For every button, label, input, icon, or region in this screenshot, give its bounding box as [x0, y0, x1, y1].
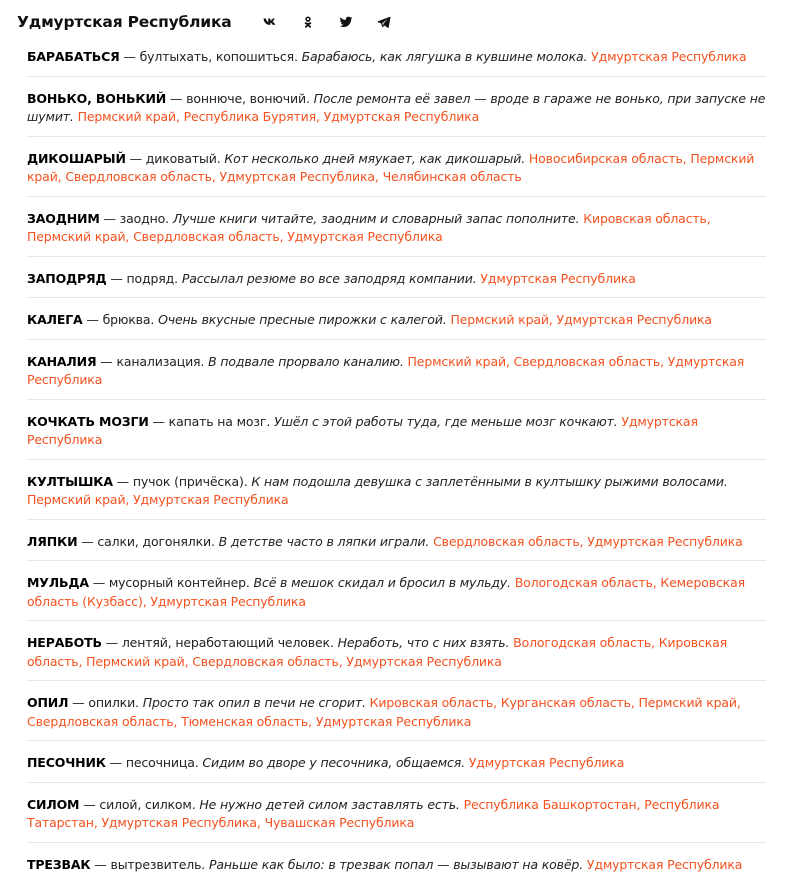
region-link[interactable]: Свердловская область — [133, 229, 280, 244]
entry-example: Раньше как было: в трезвак попал — вызывают на ковёр. — [208, 856, 584, 872]
region-separator: , — [579, 533, 588, 549]
region-link[interactable]: Кировская область — [369, 695, 494, 710]
em-dash: — — [79, 796, 100, 812]
entry-regions — [450, 312, 712, 327]
entry-example: Не нужно детей силом заставлять есть. — [199, 796, 460, 812]
entry-definition: брюква. — [102, 312, 155, 327]
region-separator: , — [651, 635, 659, 650]
region-separator: , — [57, 169, 66, 184]
entry-definition: мусорный контейнер. — [108, 575, 250, 590]
dictionary-entry — [27, 630, 766, 681]
dictionary-entry — [27, 206, 766, 257]
region-link[interactable]: Республика Бурятия — [183, 109, 316, 124]
share-odnoklassniki-button[interactable] — [300, 14, 316, 30]
dictionary-entry — [27, 86, 766, 137]
entry-word: КУЛТЫШКА — [27, 473, 113, 489]
entry-word: НЕРАБОТЬ — [27, 635, 102, 650]
region-link[interactable]: Чувашская Республика — [264, 815, 415, 830]
region-link[interactable]: Курганская область — [500, 695, 631, 710]
region-link[interactable]: Удмуртская Республика — [101, 815, 257, 830]
region-separator: , — [173, 713, 182, 729]
em-dash: — — [96, 353, 117, 369]
entry-word: КАНАЛИЯ — [27, 353, 97, 369]
region-separator: , — [630, 695, 639, 710]
em-dash: — — [112, 473, 133, 489]
entry-example: Просто так опил в печи не сгорит. — [142, 695, 366, 710]
region-link[interactable]: Пермский край — [27, 492, 126, 507]
entry-definition: салки, догонялки. — [97, 533, 215, 549]
region-link[interactable]: Челябинская область — [382, 169, 522, 184]
page-header — [17, 10, 414, 34]
region-link[interactable]: Новосибирская область — [528, 150, 683, 166]
entry-example: Всё в мешок скидал и бросил в мульду. — [253, 575, 511, 590]
region-link[interactable]: Удмуртская Республика — [591, 49, 747, 64]
region-separator: , — [374, 169, 383, 184]
entry-definition: воннюче, вонючий. — [186, 90, 310, 106]
dictionary-entries — [27, 44, 766, 892]
region-separator: , — [316, 109, 324, 124]
dictionary-entry — [27, 266, 766, 299]
em-dash: — — [90, 856, 111, 872]
share-telegram-button[interactable] — [376, 14, 392, 30]
share-buttons — [262, 14, 414, 30]
entry-word: КАЛЕГА — [27, 312, 83, 327]
em-dash: — — [88, 575, 109, 590]
region-link[interactable]: Удмуртская Республика — [27, 413, 698, 447]
region-separator: , — [142, 593, 151, 609]
entry-regions — [27, 492, 289, 507]
entry-definition: силой, силком. — [99, 796, 196, 812]
dictionary-entry — [27, 349, 766, 400]
region-link[interactable]: Кемеровская область (Кузбасс) — [27, 575, 745, 609]
dictionary-entry — [27, 409, 766, 460]
region-separator: , — [706, 210, 711, 226]
entry-definition: лентяй, неработающий человек. — [121, 635, 334, 650]
region-separator: , — [256, 815, 265, 830]
entry-definition: пучок (причёска). — [132, 473, 248, 489]
region-link[interactable]: Удмуртская Республика — [133, 492, 289, 507]
dictionary-entry — [27, 690, 766, 741]
entry-word: ЗАПОДРЯД — [27, 270, 107, 286]
region-separator: , — [176, 109, 184, 124]
entry-word: КОЧКАТЬ МОЗГИ — [27, 413, 149, 429]
dictionary-entry — [27, 570, 766, 621]
em-dash: — — [106, 270, 127, 286]
entry-word: МУЛЬДА — [27, 575, 89, 590]
dictionary-entry — [27, 792, 766, 843]
entry-definition: капать на мозг. — [168, 413, 271, 429]
entry-word: ПЕСОЧНИК — [27, 755, 106, 770]
em-dash: — — [119, 49, 140, 64]
region-separator: , — [548, 312, 557, 327]
region-link[interactable]: Кировская область — [27, 635, 727, 669]
region-separator: , — [93, 815, 102, 830]
region-link[interactable]: Пермский край — [86, 653, 185, 669]
entry-regions — [469, 755, 624, 770]
entry-regions — [587, 857, 742, 872]
em-dash: — — [99, 210, 120, 226]
region-separator: , — [78, 653, 87, 669]
entry-example: Ушёл с этой работы туда, где меньше мозг кочкают. — [274, 413, 618, 429]
region-link[interactable]: Удмуртская Республика — [587, 533, 743, 549]
entry-definition: канализация. — [116, 353, 205, 369]
region-link[interactable]: Кировская область — [583, 210, 707, 226]
region-link[interactable]: Вологодская область — [513, 635, 652, 650]
region-separator: , — [211, 169, 220, 184]
region-separator: , — [338, 653, 347, 669]
page-title: Удмуртская Республика — [17, 13, 232, 31]
region-link[interactable]: Удмуртская Республика — [556, 312, 712, 327]
region-link[interactable]: Удмуртская Республика — [586, 856, 743, 872]
entry-example: Очень вкусные пресные пирожки с калегой. — [158, 312, 447, 327]
region-separator: , — [505, 353, 514, 369]
region-link[interactable]: Свердловская область — [433, 533, 580, 549]
entry-word: ТРЕЗВАК — [27, 856, 91, 872]
em-dash: — — [166, 90, 187, 106]
em-dash: — — [101, 635, 122, 650]
region-separator: , — [125, 492, 134, 507]
entry-definition: подряд. — [126, 270, 178, 286]
telegram-icon — [377, 15, 391, 29]
region-separator: , — [736, 695, 741, 710]
region-link[interactable]: Удмуртская Республика — [150, 593, 306, 609]
entry-example: Рассылал резюме во все заподряд компании. — [181, 270, 477, 286]
region-separator: , — [279, 229, 288, 244]
region-link[interactable]: Республика Башкортостан — [463, 796, 637, 812]
entry-regions — [480, 271, 635, 286]
entry-word: СИЛОМ — [27, 796, 80, 812]
region-link[interactable]: Удмуртская Республика — [315, 713, 472, 729]
entry-example: Кот несколько дней мяукает, как дикошарый. — [224, 150, 526, 166]
region-link[interactable]: Пермский край — [638, 695, 737, 710]
dictionary-entry — [27, 146, 766, 197]
entry-definition: опилки. — [88, 695, 139, 710]
entry-example: К нам подошла девушка с заплетёнными в култышку рыжими волосами. — [251, 473, 728, 489]
entry-example: Лучше книги читайте, заодним и словарный запас пополните. — [172, 210, 580, 226]
entry-word: БАРАБАТЬСЯ — [27, 49, 120, 64]
entry-word: ОПИЛ — [27, 695, 69, 710]
dictionary-entry — [27, 44, 766, 77]
dictionary-entry — [27, 750, 766, 783]
region-separator: , — [125, 229, 134, 244]
em-dash: — — [125, 150, 146, 166]
region-link[interactable]: Пермский край — [77, 109, 176, 124]
em-dash: — — [82, 312, 103, 327]
entry-definition: бултыхать, копошиться. — [139, 49, 298, 64]
region-link[interactable]: Удмуртская Республика — [219, 169, 375, 184]
region-link[interactable]: Удмуртская Республика — [480, 270, 636, 286]
region-link[interactable]: Пермский край — [27, 229, 126, 244]
entry-example: Сидим во дворе у песочника, общаемся. — [202, 755, 465, 770]
entry-word: ЗАОДНИМ — [27, 210, 100, 226]
region-separator: , — [308, 713, 316, 729]
em-dash: — — [105, 755, 126, 770]
entry-definition: вытрезвитель. — [110, 856, 206, 872]
share-vk-button[interactable] — [262, 14, 278, 30]
dictionary-entry — [27, 852, 766, 884]
region-link[interactable]: Свердловская область — [65, 169, 212, 184]
region-separator: , — [184, 653, 193, 669]
region-link[interactable]: Удмуртская Республика — [346, 653, 502, 669]
entry-word: ДИКОШАРЫЙ — [27, 150, 126, 166]
entry-example: Неработь, что с них взять. — [337, 635, 510, 650]
entry-regions — [591, 49, 746, 64]
entry-word: ЛЯПКИ — [27, 533, 78, 549]
region-link[interactable]: Свердловская область — [513, 353, 661, 369]
entry-word: ВОНЬКО, ВОНЬКИЙ — [27, 90, 167, 106]
dictionary-entry — [27, 307, 766, 340]
dictionary-entry — [27, 469, 766, 520]
region-separator: , — [493, 695, 501, 710]
entry-example: В детстве часто в ляпки играли. — [218, 533, 430, 549]
vk-icon — [263, 15, 277, 29]
share-twitter-button[interactable] — [338, 14, 354, 30]
entry-definition: заодно. — [119, 210, 169, 226]
entry-regions — [78, 109, 480, 124]
entry-example: В подвале прорвало каналию. — [208, 353, 404, 369]
entry-definition: диковатый. — [145, 150, 221, 166]
region-link[interactable]: Удмуртская Республика — [27, 353, 745, 387]
twitter-icon — [339, 15, 353, 29]
entry-definition: песочница. — [125, 755, 199, 770]
region-link[interactable]: Пермский край — [27, 150, 755, 184]
entry-example: Барабаюсь, как лягушка в кувшине молока. — [301, 49, 588, 64]
em-dash: — — [148, 413, 169, 429]
region-link[interactable]: Удмуртская Республика — [323, 109, 480, 124]
odnoklassniki-icon — [301, 15, 315, 29]
region-separator: , — [682, 150, 691, 166]
em-dash: — — [77, 533, 98, 549]
region-separator: , — [660, 353, 668, 369]
region-link[interactable]: Пермский край — [450, 312, 549, 327]
region-link[interactable]: Удмуртская Республика — [287, 229, 443, 244]
region-link[interactable]: Республика Татарстан — [27, 796, 720, 830]
region-separator: , — [652, 575, 661, 590]
region-link[interactable]: Свердловская область — [192, 653, 339, 669]
dictionary-entry — [27, 529, 766, 562]
region-link[interactable]: Тюменская область — [181, 713, 309, 729]
entry-example: После ремонта её завел — вроде в гараже не вонько, при запуске не шумит. — [27, 90, 766, 124]
region-link[interactable]: Свердловская область — [27, 713, 174, 729]
entry-regions — [433, 534, 743, 549]
region-separator: , — [636, 796, 645, 812]
region-link[interactable]: Пермский край — [407, 353, 506, 369]
em-dash: — — [68, 695, 89, 710]
region-link[interactable]: Удмуртская Республика — [468, 755, 625, 770]
region-link[interactable]: Вологодская область — [514, 575, 653, 590]
